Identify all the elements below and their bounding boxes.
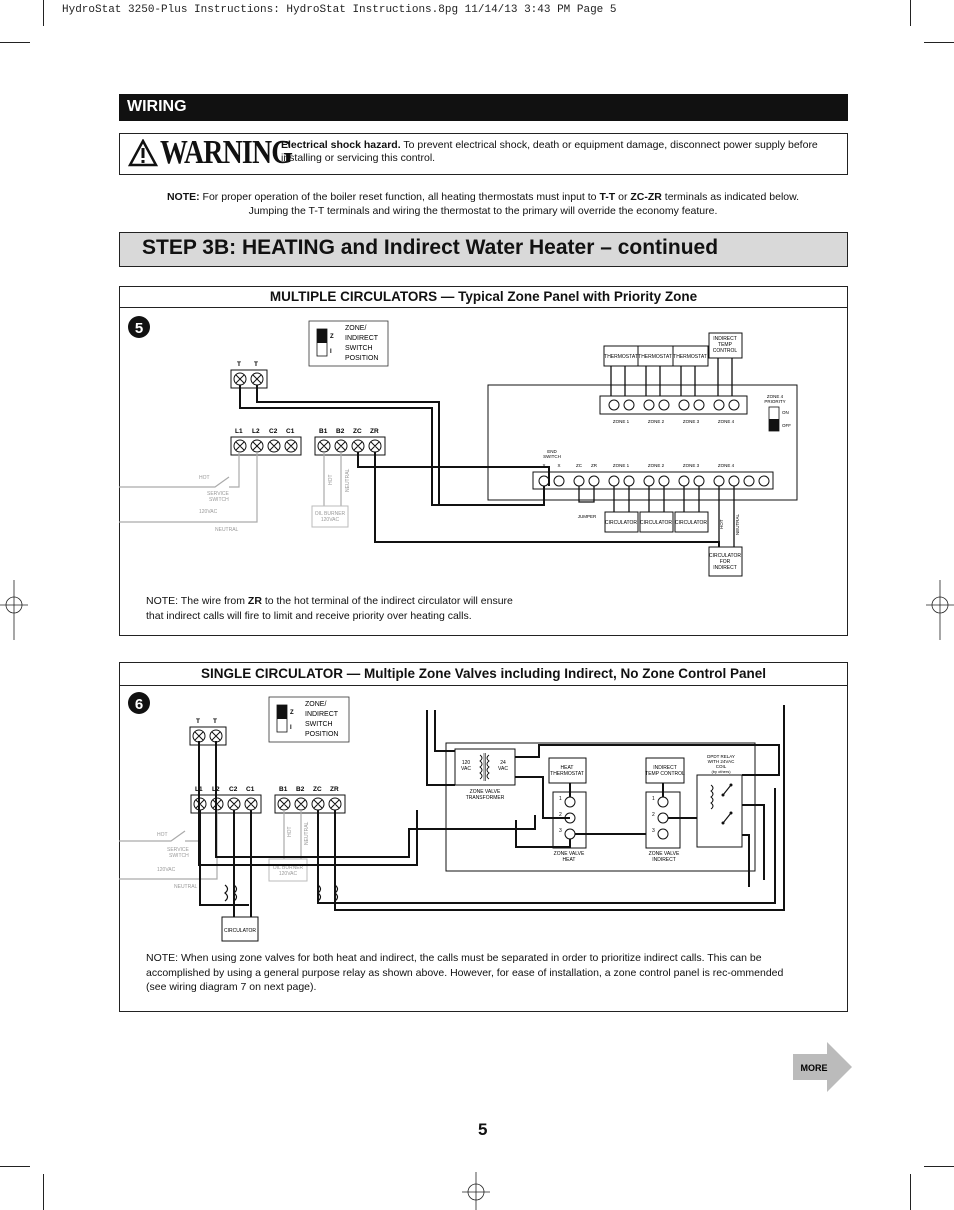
dpdt-relay (697, 775, 742, 847)
end-switch-b: SWITCH (543, 454, 561, 459)
hot-label-6: HOT (157, 832, 168, 838)
circulator-label-1: CIRCULATOR (604, 520, 638, 526)
hot-label-indirect: HOT (719, 519, 724, 529)
warning-box (119, 133, 848, 175)
terminal-l1: L1 (235, 428, 243, 435)
zr-label-panel: ZR (591, 463, 597, 468)
diagram-5-title (120, 287, 847, 308)
indirect-temp-6b: TEMP CONTROL (645, 771, 685, 777)
circulator-label-3: CIRCULATOR (674, 520, 708, 526)
diagram-6-number: 6 (134, 696, 144, 713)
transformer-in-a: 120 (461, 760, 471, 766)
switch-label-1: ZONE/ (345, 325, 367, 332)
warning-text (281, 139, 841, 165)
zvh-3: 3 (559, 828, 562, 834)
transformer-out-b: VAC (498, 766, 508, 772)
circ-indirect-c: INDIRECT (713, 565, 737, 571)
tt-label-1: T (237, 361, 241, 368)
note-5-zr: ZR (247, 595, 262, 607)
hot-label-5: HOT (199, 475, 210, 481)
switch6-z: Z (290, 710, 294, 716)
warning-body: To prevent electrical shock, death or equipment damage, disconnect power supply before installing or servicing this control. (281, 139, 818, 164)
terminal-b1: B1 (319, 428, 328, 435)
relay-note: (by others) (711, 769, 731, 774)
x-label-1: X (542, 463, 546, 468)
heat-thermostat-b: THERMOSTAT (550, 771, 584, 777)
diagram-5-title-bold: MULTIPLE CIRCULATORS (269, 289, 438, 304)
transformer-label-b: TRANSFORMER (465, 795, 505, 801)
note-5-line-2: that indirect calls will fire to limit and receive priority over heating calls. (146, 609, 472, 622)
note-5-text-2: to the hot terminal of the indirect circulator will ensure (261, 595, 513, 607)
oil-burner-6a: OIL BURNER (272, 865, 304, 871)
oil-burner-label-5a: OIL BURNER (314, 511, 346, 517)
relay-c: COIL (715, 764, 727, 769)
neutral-label-indirect: NEUTRAL (735, 513, 740, 535)
neutral-label-6: NEUTRAL (174, 884, 198, 890)
service-switch-6a: SERVICE (167, 847, 189, 853)
service-switch-6b: SWITCH (169, 853, 189, 859)
section-header-bar (119, 94, 848, 121)
terminal-zr: ZR (370, 428, 379, 435)
note-or: or (615, 191, 631, 203)
switch6-label-1: ZONE/ (305, 701, 327, 708)
relay-b: WITH 24VAC (707, 759, 735, 764)
warning-triangle-icon (128, 139, 158, 167)
diagram-5-note (146, 594, 746, 623)
zone-bot-2: ZONE 2 (647, 463, 665, 468)
crop-mark (910, 1174, 911, 1210)
registration-mark-left (0, 580, 40, 640)
transformer-out-a: 24 (500, 760, 506, 766)
end-switch-a: END (547, 449, 557, 454)
registration-mark-bottom (456, 1172, 496, 1210)
zone-top-3: ZONE 3 (682, 419, 700, 424)
more-label: MORE (800, 1063, 828, 1073)
t6-c1: C1 (246, 786, 255, 793)
priority-on: ON (782, 410, 789, 415)
zone-bot-4: ZONE 4 (717, 463, 735, 468)
diagram-6-title-bold: SINGLE CIRCULATOR (200, 666, 343, 681)
switch-label-4: POSITION (345, 355, 379, 362)
wiring-diagram-5 (119, 307, 846, 592)
switch6-label-2: INDIRECT (305, 711, 339, 718)
crop-mark (43, 1174, 44, 1210)
tt6-1: T (196, 718, 200, 725)
crop-mark (924, 42, 954, 43)
switch6-label-3: SWITCH (305, 721, 333, 728)
t6-zc: ZC (313, 786, 322, 793)
t6-b1: B1 (279, 786, 288, 793)
service-switch-5b: SWITCH (209, 497, 229, 503)
jumper-label: JUMPER (577, 514, 597, 519)
relay-a: DPDT RELAY (707, 754, 735, 759)
indirect-temp-5b: TEMP (718, 342, 732, 348)
service-switch-5a: SERVICE (207, 491, 229, 497)
circ-indirect-a: CIRCULATOR (708, 553, 742, 559)
crop-mark (910, 0, 911, 26)
thermostat-1: THERMOSTAT (604, 354, 638, 360)
note-text-2: terminals as indicated below. (661, 191, 800, 203)
switch-label-2: INDIRECT (345, 335, 379, 342)
thermostat-terminal-strip (600, 396, 747, 414)
section-title: WIRING (127, 98, 187, 115)
note-5-text: NOTE: The wire from (146, 595, 248, 607)
switch6-label-4: POSITION (305, 731, 339, 738)
step-title-box (119, 232, 848, 267)
page-number: 5 (478, 1120, 488, 1139)
warning-label: WARNING (160, 134, 293, 171)
oil-burner-6b: 120VAC (278, 871, 298, 877)
oil-burner-label-5b: 120VAC (320, 517, 340, 523)
burner-neutral-5: NEUTRAL (345, 468, 351, 492)
indirect-temp-5c: CONTROL (712, 348, 738, 354)
zv-indirect-b: INDIRECT (652, 857, 676, 863)
vac-label-5: 120VAC (199, 509, 218, 515)
zone-bot-3: ZONE 3 (682, 463, 700, 468)
diagram-6-title-rest: — Multiple Zone Valves including Indirect, No Zone Control Panel (342, 666, 767, 681)
note-line-2: Jumping the T-T terminals and wiring the thermostat to the primary will override the economy feature. (248, 204, 718, 217)
zvh-2: 2 (559, 812, 562, 818)
proper-operation-note (130, 191, 836, 218)
tt-label-2: T (254, 361, 258, 368)
t6-c2: C2 (229, 786, 238, 793)
terminal-zc: ZC (353, 428, 362, 435)
switch6-i: I (290, 725, 292, 731)
heat-thermostat-a: HEAT (560, 765, 574, 771)
terminal-c2: C2 (269, 428, 278, 435)
zone-top-1: ZONE 1 (612, 419, 630, 424)
burner-hot-5: HOT (328, 474, 334, 485)
switch-label-3: SWITCH (345, 345, 373, 352)
burner-neutral-6: NEUTRAL (304, 821, 310, 845)
step-title: STEP 3B: HEATING and Indirect Water Heater – continued (142, 236, 719, 259)
x-label-2: X (557, 463, 561, 468)
t6-zr: ZR (330, 786, 339, 793)
t6-b2: B2 (296, 786, 305, 793)
zvh-1: 1 (559, 796, 562, 802)
zv-heat-b: HEAT (562, 857, 576, 863)
note-label: NOTE: (166, 191, 200, 203)
vac-label-6: 120VAC (157, 867, 176, 873)
thermostat-3: THERMOSTAT (673, 354, 707, 360)
zone-top-2: ZONE 2 (647, 419, 665, 424)
crop-mark (924, 1166, 954, 1167)
terminal-c1: C1 (286, 428, 295, 435)
zvi-2: 2 (652, 812, 655, 818)
diagram-6-note: NOTE: When using zone valves for both heat and indirect, the calls must be separated in order to prioritize indirect calls. This can be accomplished by using a general purpose relay as shown above. However, for ease of installation, a zone control panel is rec-ommended (see wiring diagram 7 on next page). (146, 952, 784, 993)
diagram-6-title (120, 663, 847, 686)
print-slug: HydroStat 3250-Plus Instructions: HydroStat Instructions.8pg 11/14/13 3:43 PM Page 5 (62, 4, 617, 16)
priority-off: OFF (782, 423, 791, 428)
note-zczr: ZC-ZR (630, 191, 662, 203)
thermostat-2: THERMOSTAT (638, 354, 672, 360)
note-text: For proper operation of the boiler reset function, all heating thermostats must input to (199, 191, 600, 203)
wiring-diagram-6 (119, 685, 846, 947)
note-tt: T-T (599, 191, 616, 203)
diagram-5-number: 5 (134, 320, 144, 337)
terminal-l2: L2 (252, 428, 260, 435)
t6-l2: L2 (212, 786, 220, 793)
zone4-priority-b: PRIORITY (764, 399, 786, 404)
zvi-3: 3 (652, 828, 655, 834)
indirect-temp-5a: INDIRECT (713, 336, 737, 342)
zvi-1: 1 (652, 796, 655, 802)
zone4-priority-a: ZONE 4 (766, 394, 784, 399)
neutral-label-5: NEUTRAL (215, 527, 239, 533)
switch-i-label: I (330, 349, 332, 355)
zv-heat-a: ZONE VALVE (553, 851, 585, 857)
circulator-6-label: CIRCULATOR (223, 928, 257, 934)
circulator-label-2: CIRCULATOR (639, 520, 673, 526)
t6-l1: L1 (195, 786, 203, 793)
tt6-2: T (213, 718, 217, 725)
warning-bold: Electrical shock hazard. (281, 139, 401, 151)
zone-bot-1: ZONE 1 (612, 463, 630, 468)
terminal-b2: B2 (336, 428, 345, 435)
diagram-5-title-rest: — Typical Zone Panel with Priority Zone (437, 289, 698, 304)
zv-indirect-a: ZONE VALVE (648, 851, 680, 857)
burner-hot-6: HOT (287, 826, 293, 837)
registration-mark-right (914, 580, 954, 640)
crop-mark (0, 1166, 30, 1167)
transformer-in-b: VAC (461, 766, 471, 772)
crop-mark (0, 42, 30, 43)
transformer-label-a: ZONE VALVE (469, 789, 501, 795)
circ-indirect-b: FOR (719, 559, 731, 565)
crop-mark (43, 0, 44, 26)
zone-top-4: ZONE 4 (717, 419, 735, 424)
indirect-temp-6a: INDIRECT (653, 765, 677, 771)
zc-label-panel: ZC (576, 463, 582, 468)
switch-z-label: Z (330, 334, 334, 340)
more-arrow-icon[interactable] (793, 1042, 853, 1092)
